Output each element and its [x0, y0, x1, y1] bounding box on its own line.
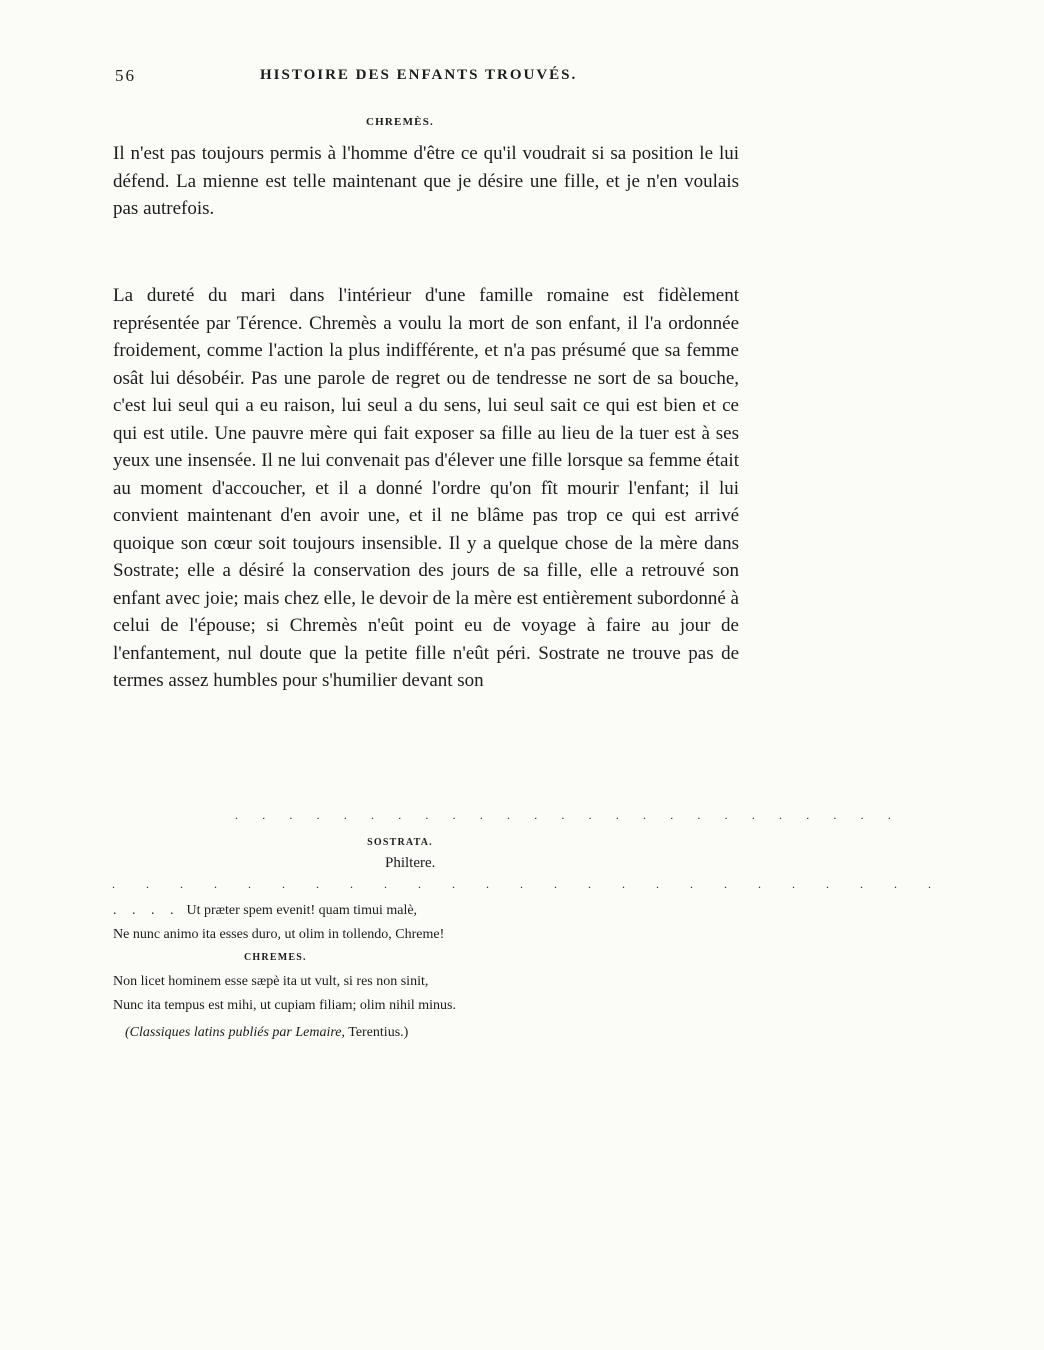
latin-line-1-text: Ut præter spem evenit! quam timui malè, [186, 903, 418, 918]
speaker-chremes: CHREMÈS. [366, 116, 434, 128]
ellipsis-row-2: . . . . . . . . . . . . . . . . . . . . . . . . . [112, 877, 945, 891]
addressee: Philtere. [385, 855, 436, 871]
source-italic: Classiques latins publiés par Lemaire [129, 1025, 342, 1040]
latin-line-2: Ne nunc animo ita esses duro, ut olim in tollendo, Chreme! [113, 927, 445, 942]
speaker-sostrata: SOSTRATA. [367, 837, 433, 848]
latin-line-1-lead: . . . . [113, 903, 180, 918]
source-open-paren: ( [125, 1025, 130, 1040]
source-close-paren: ) [403, 1025, 409, 1040]
latin-line-3: Non licet hominem esse sæpè ita ut vult, si res non sinit, [113, 974, 429, 989]
running-title: HISTOIRE DES ENFANTS TROUVÉS. [260, 67, 578, 83]
source-upright: , Terentius. [341, 1025, 404, 1040]
ellipsis-row: . . . . . . . . . . . . . . . . . . . . . . . . . [235, 808, 902, 822]
latin-line-4: Nunc ita tempus est mihi, ut cupiam filiam; olim nihil minus. [113, 998, 456, 1013]
page-number: 56 [115, 66, 136, 85]
latin-line-1 [113, 901, 753, 921]
quote-paragraph: Il n'est pas toujours permis à l'homme d'être ce qu'il voudrait si sa position le lui défend. La mienne est telle maintenant que je désire une fille, et je n'en voulais pas autrefois. [113, 143, 739, 219]
source-citation [125, 1025, 408, 1041]
commentary-paragraph: La dureté du mari dans l'intérieur d'une famille romaine est fidèlement représentée par Térence. Chremès a voulu la mort de son enfant, il l'a ordonnée froidement, comme l'action la plus indifférente, et n'a pas présumé que sa femme osât lui désobéir. Pas une parole de regret ou de tendresse ne sort de sa bouche, c'est lui seul qui a eu raison, lui seul a du sens, lui seul sait ce qui est bien et ce qui est utile. Une pauvre mère qui fait exposer sa fille au lieu de la tuer est à ses yeux une insensée. Il ne lui convenait pas d'élever une fille lorsque sa femme était au moment d'accoucher, et il a donné l'ordre qu'on fît mourir l'enfant; il lui convient maintenant d'en avoir une, et il ne blâme pas trop ce qui est arrivé quoique son cœur soit toujours insensible. Il y a quelque chose de la mère dans Sostrate; elle a désiré la conservation des jours de sa fille, elle a retrouvé son enfant avec joie; mais chez elle, le devoir de la mère est entièrement subordonné à celui de l'épouse; si Chremès n'eût point eu de voyage à faire au jour de l'enfantement, nul doute que la petite fille n'eût péri. Sostrate ne trouve pas de termes assez humbles pour s'humilier devant son [113, 285, 739, 691]
speaker-chremes-latin: CHREMES. [244, 952, 307, 963]
